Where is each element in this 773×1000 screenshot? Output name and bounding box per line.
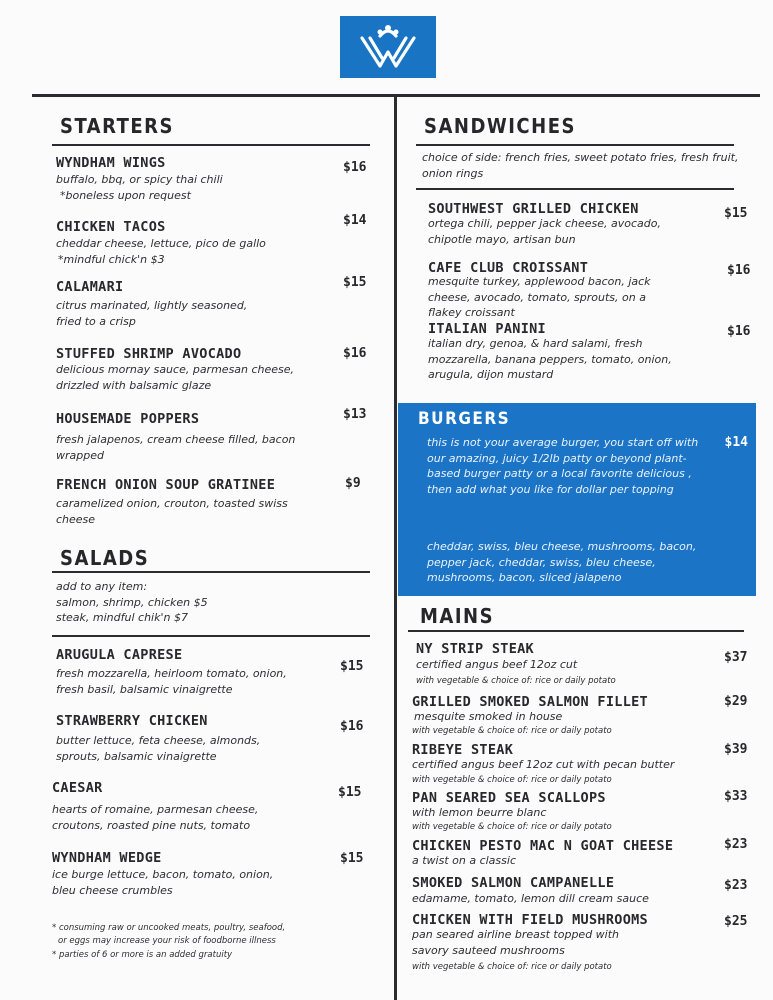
item-description: a twist on a classic: [412, 854, 516, 867]
item-description: buffalo, bbq, or spicy thai chili: [56, 173, 223, 186]
item-name: HOUSEMADE POPPERS: [56, 411, 200, 427]
item-name: SMOKED SALMON CAMPANELLE: [412, 875, 615, 891]
item-price: $15: [338, 785, 362, 800]
item-price: $23: [724, 837, 748, 852]
item-side-note: with vegetable & choice of: rice or daily potato: [416, 676, 616, 686]
item-price: $9: [345, 476, 361, 491]
footnote-food-safety: * consuming raw or uncooked meats, poultry, seafood,: [52, 923, 286, 933]
item-name: WYNDHAM WINGS: [56, 155, 166, 171]
item-description: delicious mornay sauce, parmesan cheese, drizzled with balsamic glaze: [56, 363, 295, 392]
salads-heading: SALADS: [60, 546, 150, 570]
item-price: $16: [727, 263, 751, 278]
item-description: edamame, tomato, lemon dill cream sauce: [412, 892, 649, 905]
item-price: $39: [724, 742, 748, 757]
item-name: ARUGULA CAPRESE: [56, 647, 183, 663]
item-description: fresh mozzarella, heirloom tomato, onion, fresh basil, balsamic vinaigrette: [56, 667, 287, 696]
item-name: CHICKEN PESTO MAC N GOAT CHEESE: [412, 838, 674, 854]
item-price: $15: [340, 659, 364, 674]
item-description: caramelized onion, crouton, toasted swiss cheese: [56, 497, 288, 526]
item-description: certified angus beef 12oz cut: [416, 658, 578, 671]
item-name: STRAWBERRY CHICKEN: [56, 713, 208, 729]
item-name: STUFFED SHRIMP AVOCADO: [56, 346, 242, 362]
column-divider: [394, 96, 397, 1000]
item-name: SOUTHWEST GRILLED CHICKEN: [428, 201, 639, 217]
mains-underline: [408, 630, 744, 632]
mains-heading: MAINS: [420, 604, 495, 628]
salads-addon-divider: [52, 635, 370, 637]
item-price: $33: [724, 789, 748, 804]
starters-heading: STARTERS: [60, 114, 174, 138]
item-price: $37: [724, 650, 748, 665]
item-description: mesquite smoked in house: [414, 710, 563, 723]
salads-addon-note: add to any item: salmon, shrimp, chicken $5 steak, mindful chik'n $7: [56, 580, 208, 624]
item-name: CHICKEN WITH FIELD MUSHROOMS: [412, 912, 648, 928]
item-name: CHICKEN TACOS: [56, 219, 166, 235]
item-price: $23: [724, 878, 748, 893]
item-description: ice burge lettuce, bacon, tomato, onion, bleu cheese crumbles: [52, 868, 274, 897]
item-price: $15: [724, 206, 748, 221]
item-name: CAFE CLUB CROISSANT: [428, 260, 589, 276]
item-name: PAN SEARED SEA SCALLOPS: [412, 790, 606, 806]
brand-logo: [340, 16, 436, 78]
item-name: CALAMARI: [56, 279, 124, 295]
item-note: *mindful chick'n $3: [58, 253, 165, 266]
burgers-price: $14: [724, 435, 748, 450]
item-description: butter lettuce, feta cheese, almonds, sprouts, balsamic vinaigrette: [56, 734, 261, 763]
sandwiches-side-divider: [416, 188, 734, 190]
item-price: $15: [343, 275, 367, 290]
burgers-toppings: cheddar, swiss, bleu cheese, mushrooms, bacon, pepper jack, cheddar, swiss, bleu cheese, mushrooms, bacon, sliced jalapeno: [427, 540, 697, 584]
item-description: cheddar cheese, lettuce, pico de gallo: [56, 237, 266, 250]
item-price: $15: [340, 851, 364, 866]
footnote-gratuity: * parties of 6 or more is an added gratuity: [52, 950, 233, 960]
item-side-note: with vegetable & choice of: rice or daily potato: [412, 822, 612, 832]
item-name: NY STRIP STEAK: [416, 641, 534, 657]
item-description: pan seared airline breast topped with savory sauteed mushrooms: [412, 928, 620, 957]
salads-underline: [52, 571, 370, 573]
item-description: italian dry, genoa, & hard salami, fresh mozzarella, banana peppers, tomato, onion, arugula, dijon mustard: [428, 337, 672, 381]
sandwiches-underline: [416, 144, 734, 146]
item-price: $13: [343, 407, 367, 422]
item-name: ITALIAN PANINI: [428, 321, 546, 337]
item-price: $29: [724, 694, 748, 709]
item-description: with lemon beurre blanc: [412, 806, 547, 819]
footnote-food-safety-cont: or eggs may increase your risk of foodborne illness: [58, 936, 276, 946]
item-note: *boneless upon request: [60, 189, 191, 202]
item-side-note: with vegetable & choice of: rice or daily potato: [412, 962, 612, 972]
item-name: CAESAR: [52, 780, 103, 796]
item-description: ortega chili, pepper jack cheese, avocado, chipotle mayo, artisan bun: [428, 217, 661, 246]
item-price: $16: [727, 324, 751, 339]
item-side-note: with vegetable & choice of: rice or daily potato: [412, 726, 612, 736]
item-description: mesquite turkey, applewood bacon, jack cheese, avocado, tomato, sprouts, on a flakey croissant: [428, 275, 651, 319]
item-name: GRILLED SMOKED SALMON FILLET: [412, 694, 648, 710]
item-price: $16: [340, 719, 364, 734]
item-description: citrus marinated, lightly seasoned, fried to a crisp: [56, 299, 248, 328]
item-name: WYNDHAM WEDGE: [52, 850, 162, 866]
item-description: certified angus beef 12oz cut with pecan butter: [412, 758, 675, 771]
sandwiches-side-note: choice of side: french fries, sweet potato fries, fresh fruit, onion rings: [422, 151, 739, 180]
item-price: $16: [343, 160, 367, 175]
item-side-note: with vegetable & choice of: rice or daily potato: [412, 775, 612, 785]
item-price: $14: [343, 213, 367, 228]
item-description: fresh jalapenos, cream cheese filled, bacon wrapped: [56, 433, 296, 462]
burgers-panel: [398, 403, 756, 596]
sandwiches-heading: SANDWICHES: [424, 114, 576, 138]
item-name: RIBEYE STEAK: [412, 742, 514, 758]
item-price: $16: [343, 346, 367, 361]
item-description: hearts of romaine, parmesan cheese, croutons, roasted pine nuts, tomato: [52, 803, 259, 832]
burgers-heading: BURGERS: [418, 409, 511, 429]
wyndham-logo-icon: [340, 16, 436, 78]
item-price: $25: [724, 914, 748, 929]
burgers-description: this is not your average burger, you start off with our amazing, juicy 1/2lb patty or beyond plant-based burger patty or a local favorite delicious , then add what you like for dollar per topping: [427, 436, 699, 496]
starters-underline: [52, 144, 370, 146]
item-name: FRENCH ONION SOUP GRATINEE: [56, 477, 276, 493]
